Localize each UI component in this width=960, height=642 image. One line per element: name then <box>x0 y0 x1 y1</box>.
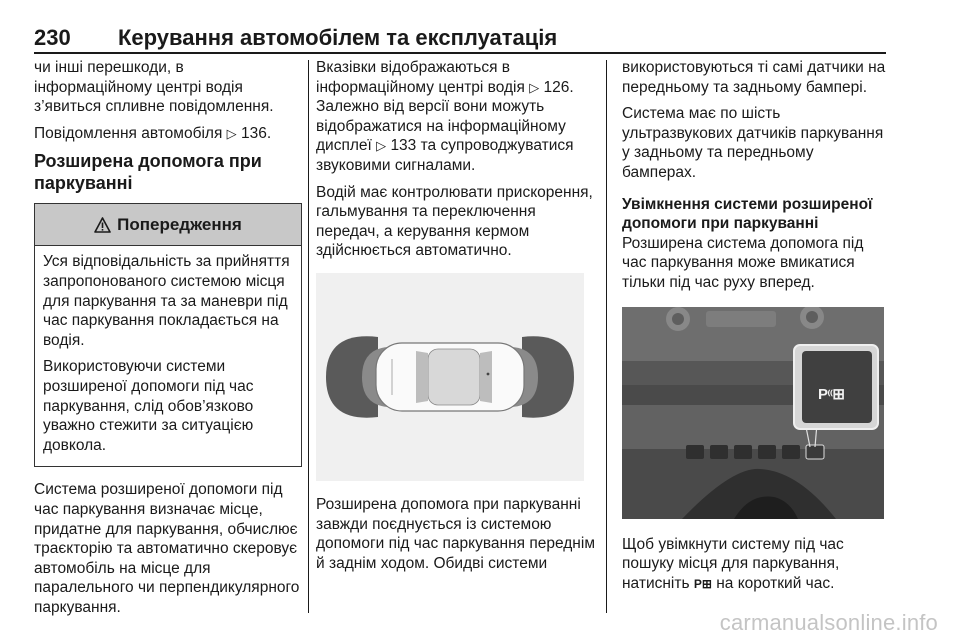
col3-paragraph-3: Розширена система допомога під час паркування може вмикатися тільки під час руху вперед. <box>622 234 864 291</box>
col1-paragraph-2: Повідомлення автомобіля ▷ 136. <box>34 124 272 142</box>
page-reference[interactable]: 126. <box>543 78 574 96</box>
column-3 <box>622 58 892 601</box>
car-top-view-graphic <box>316 273 584 481</box>
park-assist-button[interactable] <box>818 385 845 406</box>
page-number: 230 <box>34 25 71 50</box>
parking-sensors-illustration <box>316 273 584 481</box>
header-rule <box>34 52 886 54</box>
column-1 <box>34 58 302 624</box>
warning-box <box>34 203 302 467</box>
col3-paragraph-1: використовуються ті самі датчики на передньому та задньому бампері. <box>622 59 886 96</box>
warning-body <box>35 246 301 466</box>
console-button-photo <box>622 307 884 519</box>
page-reference-arrow-icon: ▷ <box>529 79 540 95</box>
section-heading: Розширена допомога при паркуванні <box>34 151 262 194</box>
park-assist-icon: P⁽⁽⊞ <box>818 385 845 403</box>
column-divider-1 <box>308 60 309 613</box>
watermark: carmanualsonline.info <box>719 610 938 635</box>
warning-title: Попередження <box>117 215 242 235</box>
column-2 <box>316 58 598 580</box>
warning-paragraph-2: Використовуючи системи розширеної допомоги під час паркування, слід обов’язково уважно стежити за ситуацією довкола. <box>43 358 254 454</box>
warning-paragraph-1: Уся відповідальність за прийняття запропонованого системою місця для паркування та за маневри під час паркування покладається на водія. <box>43 253 290 349</box>
column-divider-2 <box>606 60 607 613</box>
page-reference[interactable]: 136. <box>240 124 272 142</box>
center-console-graphic <box>622 307 884 519</box>
warning-triangle-icon <box>94 217 111 233</box>
col3-heading: Увімкнення системи розширеної допомоги при паркуванні <box>622 195 873 233</box>
col3-paragraph-2: Система має по шість ультразвукових датчиків паркування у задньому та передньому бамперах. <box>622 105 884 181</box>
page-reference[interactable]: 133 <box>390 137 417 155</box>
col2-paragraph-2: Водій має контролювати прискорення, гальмування та переключення передач, а керування кермом здійснюється автоматично. <box>316 183 593 260</box>
col3-paragraph-4: Щоб увімкнути систему під час пошуку місця для паркування, натисніть P⊞ на короткий час. <box>622 535 844 592</box>
col2-paragraph-3: Розширена допомога при паркуванні завжди поєднується із системою допомоги під час паркування переднім й заднім ходом. Обидві системи <box>316 495 595 572</box>
page-reference-arrow-icon: ▷ <box>226 125 237 141</box>
page-title: Керування автомобілем та експлуатація <box>118 25 558 50</box>
col2-paragraph-1: Вказівки відображаються в інформаційному центрі водія ▷ 126. Залежно від версії вони можуть відображатися на інформаційному дисплеї ▷ 133 та супроводжуватися звуковими сигналами. <box>316 59 574 174</box>
park-assist-icon: P⊞ <box>693 576 712 591</box>
col1-paragraph-1: чи інші перешкоди, в інформаційному центрі водія з’явиться спливне повідомлення. <box>34 59 274 116</box>
col1-paragraph-3: Система розширеної допомоги під час паркування визначає місце, придатне для паркування, обчислює траєкторію та автоматично скеровує автомобіль на місце для паралельного чи перпендикулярного паркування. <box>34 481 300 616</box>
page-reference-arrow-icon: ▷ <box>376 138 387 154</box>
warning-header <box>35 204 301 246</box>
